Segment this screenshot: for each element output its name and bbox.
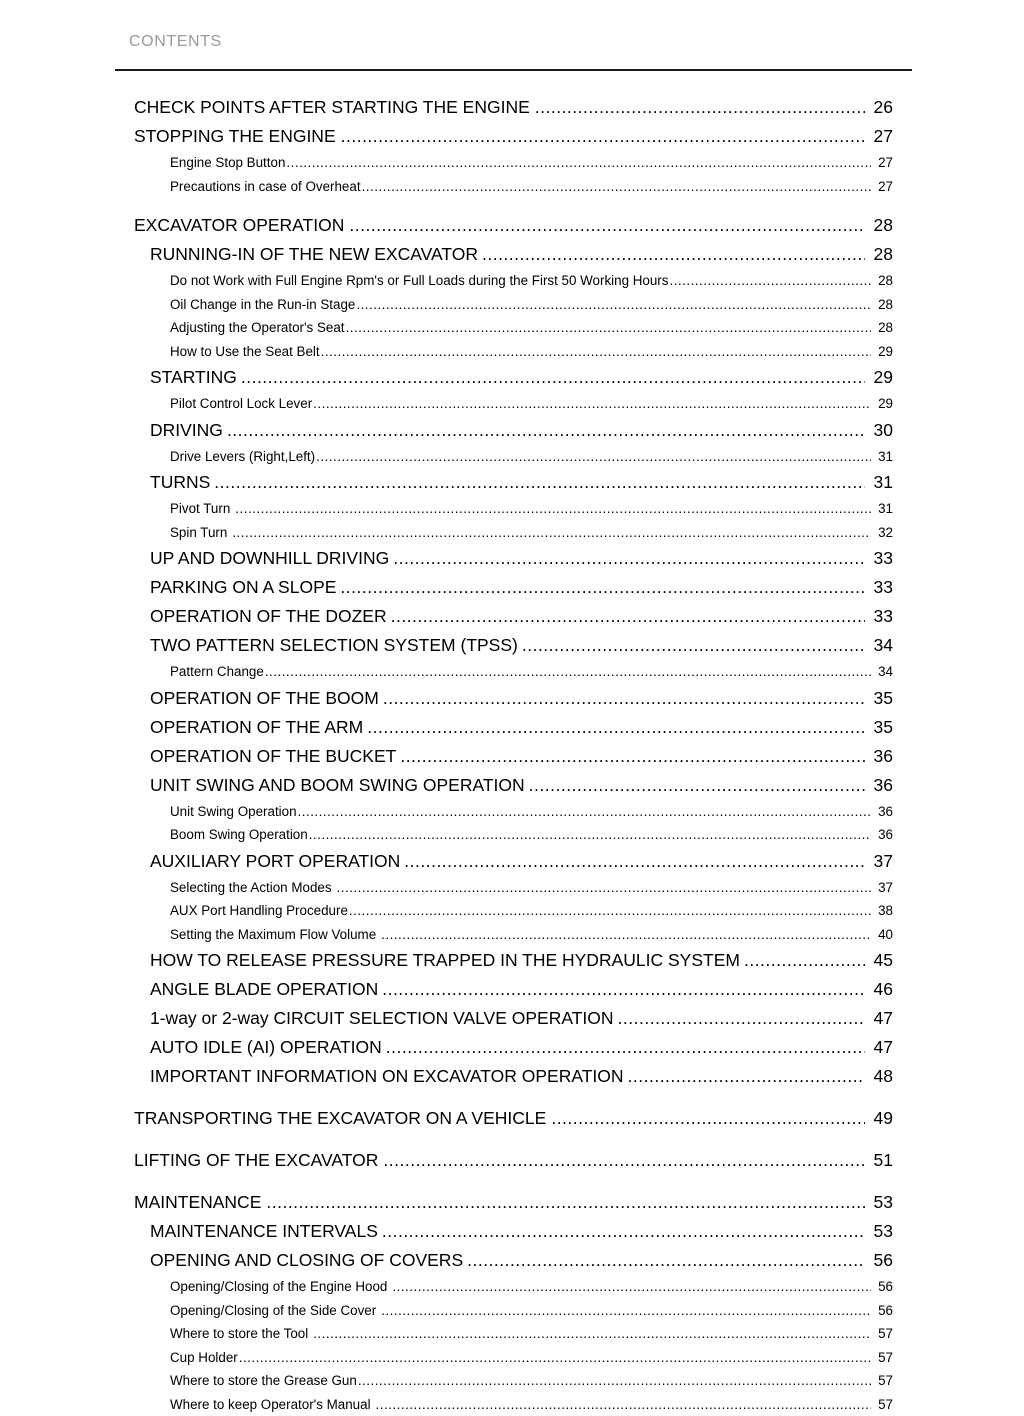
toc-entry-title: Boom Swing Operation [170, 823, 309, 847]
toc-entry-page-number: 36 [865, 771, 893, 800]
toc-entry-page-number: 38 [871, 899, 893, 923]
toc-leader-dots [341, 122, 865, 151]
toc-entry[interactable] [0, 1246, 1024, 1275]
toc-leader-dots [214, 468, 865, 497]
toc-entry[interactable] [0, 876, 1024, 900]
toc-leader-dots [522, 631, 865, 660]
toc-entry-title: STOPPING THE ENGINE [134, 122, 341, 151]
toc-entry-title: TWO PATTERN SELECTION SYSTEM (TPSS) [150, 631, 522, 660]
toc-leader-dots [266, 1188, 865, 1217]
toc-entry-title: EXCAVATOR OPERATION [134, 211, 349, 240]
toc-leader-dots [744, 946, 865, 975]
toc-entry[interactable] [0, 573, 1024, 602]
toc-entry-page-number: 57 [871, 1322, 893, 1346]
toc-entry-page-number: 30 [865, 416, 893, 445]
toc-entry[interactable] [0, 1146, 1024, 1175]
toc-entry-page-number: 48 [865, 1062, 893, 1091]
toc-entry-page-number: 36 [865, 742, 893, 771]
toc-entry[interactable] [0, 1062, 1024, 1091]
toc-leader-dots [349, 899, 871, 923]
toc-entry-title: UNIT SWING AND BOOM SWING OPERATION [150, 771, 529, 800]
toc-entry[interactable] [0, 1033, 1024, 1062]
toc-entry-page-number: 56 [871, 1299, 893, 1323]
toc-entry-title: Where to store the Tool [170, 1322, 313, 1346]
toc-leader-dots [383, 684, 865, 713]
toc-leader-dots [382, 1217, 865, 1246]
toc-leader-dots [239, 1346, 871, 1370]
toc-entry[interactable] [0, 771, 1024, 800]
toc-entry-page-number: 29 [865, 363, 893, 392]
toc-entry-page-number: 36 [871, 800, 893, 824]
toc-entry[interactable] [0, 1188, 1024, 1217]
toc-entry-page-number: 32 [871, 521, 893, 545]
toc-entry-title: How to Use the Seat Belt [170, 340, 321, 364]
toc-entry-page-number: 57 [871, 1346, 893, 1370]
toc-entry-page-number: 49 [865, 1104, 893, 1133]
toc-entry-page-number: 45 [865, 946, 893, 975]
toc-entry-title: OPERATION OF THE BOOM [150, 684, 383, 713]
toc-entry-page-number: 40 [871, 923, 893, 947]
toc-entry-title: AUX Port Handling Procedure [170, 899, 349, 923]
toc-entry[interactable] [0, 151, 1024, 175]
toc-entry[interactable] [0, 240, 1024, 269]
toc-leader-dots [376, 1393, 871, 1416]
toc-leader-dots [340, 573, 865, 602]
toc-entry[interactable] [0, 122, 1024, 151]
toc-entry-page-number: 28 [865, 211, 893, 240]
toc-entry[interactable] [0, 1004, 1024, 1033]
toc-entry[interactable] [0, 684, 1024, 713]
toc-entry-title: OPERATION OF THE ARM [150, 713, 367, 742]
toc-leader-dots [321, 340, 871, 364]
toc-leader-dots [298, 800, 871, 824]
toc-leader-dots [383, 1146, 865, 1175]
toc-entry-title: Where to store the Grease Gun [170, 1369, 358, 1393]
toc-entry[interactable] [0, 392, 1024, 416]
toc-entry[interactable] [0, 742, 1024, 771]
toc-entry[interactable] [0, 1104, 1024, 1133]
toc-entry[interactable] [0, 975, 1024, 1004]
toc-entry-title: Spin Turn [170, 521, 232, 545]
toc-entry-title: HOW TO RELEASE PRESSURE TRAPPED IN THE HYDRAULIC SYSTEM [150, 946, 744, 975]
toc-entry-page-number: 51 [865, 1146, 893, 1175]
toc-entry-title: Oil Change in the Run-in Stage [170, 293, 356, 317]
toc-entry[interactable] [0, 660, 1024, 684]
toc-entry-page-number: 28 [865, 240, 893, 269]
toc-entry-title: RUNNING-IN OF THE NEW EXCAVATOR [150, 240, 482, 269]
toc-entry-title: Precautions in case of Overheat [170, 175, 362, 199]
toc-leader-dots [316, 445, 871, 469]
toc-entry-page-number: 28 [871, 269, 893, 293]
toc-entry-page-number: 26 [865, 93, 893, 122]
toc-entry[interactable] [0, 293, 1024, 317]
toc-leader-dots [618, 1004, 865, 1033]
toc-entry-title: Unit Swing Operation [170, 800, 298, 824]
toc-leader-dots [391, 602, 865, 631]
toc-entry-page-number: 35 [865, 713, 893, 742]
toc-leader-dots [381, 923, 871, 947]
toc-entry-page-number: 27 [871, 175, 893, 199]
toc-leader-dots [535, 93, 865, 122]
toc-entry-title: Adjusting the Operator's Seat [170, 316, 346, 340]
toc-leader-dots [235, 497, 871, 521]
toc-leader-dots [669, 269, 871, 293]
toc-entry-page-number: 31 [871, 497, 893, 521]
toc-entry[interactable] [0, 363, 1024, 392]
toc-entry-title: PARKING ON A SLOPE [150, 573, 340, 602]
toc-entry[interactable] [0, 1369, 1024, 1393]
toc-entry[interactable] [0, 521, 1024, 545]
toc-entry-title: TURNS [150, 468, 214, 497]
toc-leader-dots [358, 1369, 871, 1393]
toc-entry[interactable] [0, 602, 1024, 631]
toc-entry-page-number: 46 [865, 975, 893, 1004]
toc-entry[interactable] [0, 1217, 1024, 1246]
toc-leader-dots [551, 1104, 865, 1133]
toc-entry-page-number: 37 [865, 847, 893, 876]
toc-entry[interactable] [0, 445, 1024, 469]
toc-leader-dots [356, 293, 871, 317]
toc-entry[interactable] [0, 497, 1024, 521]
toc-entry[interactable] [0, 93, 1024, 122]
toc-leader-dots [241, 363, 865, 392]
toc-entry-page-number: 57 [871, 1369, 893, 1393]
toc-entry-title: MAINTENANCE [134, 1188, 266, 1217]
toc-entry-page-number: 29 [871, 340, 893, 364]
toc-entry-title: Pattern Change [170, 660, 265, 684]
toc-entry-title: LIFTING OF THE EXCAVATOR [134, 1146, 383, 1175]
toc-entry-title: TRANSPORTING THE EXCAVATOR ON A VEHICLE [134, 1104, 551, 1133]
toc-entry-page-number: 47 [865, 1033, 893, 1062]
toc-entry[interactable] [0, 544, 1024, 573]
toc-leader-dots [313, 392, 871, 416]
toc-leader-dots [382, 975, 865, 1004]
toc-entry-page-number: 29 [871, 392, 893, 416]
toc-entry-title: OPENING AND CLOSING OF COVERS [150, 1246, 467, 1275]
toc-entry-page-number: 27 [871, 151, 893, 175]
toc-entry-title: IMPORTANT INFORMATION ON EXCAVATOR OPERATION [150, 1062, 628, 1091]
toc-entry-title: AUXILIARY PORT OPERATION [150, 847, 404, 876]
toc-leader-dots [482, 240, 865, 269]
toc-entry[interactable] [0, 316, 1024, 340]
toc-entry-title: Do not Work with Full Engine Rpm's or Full Loads during the First 50 Working Hours [170, 269, 669, 293]
toc-entry-title: AUTO IDLE (AI) OPERATION [150, 1033, 386, 1062]
toc-entry-page-number: 53 [865, 1188, 893, 1217]
toc-leader-dots [349, 211, 865, 240]
toc-entry[interactable] [0, 1346, 1024, 1370]
toc-entry-page-number: 56 [871, 1275, 893, 1299]
toc-leader-dots [392, 1275, 871, 1299]
toc-entry-page-number: 28 [871, 316, 893, 340]
toc-entry-page-number: 33 [865, 602, 893, 631]
toc-entry[interactable] [0, 847, 1024, 876]
toc-entry-page-number: 34 [865, 631, 893, 660]
toc-entry[interactable] [0, 1275, 1024, 1299]
toc-entry[interactable] [0, 800, 1024, 824]
toc-entry-page-number: 34 [871, 660, 893, 684]
toc-leader-dots [400, 742, 865, 771]
toc-entry-title: Cup Holder [170, 1346, 239, 1370]
toc-entry-title: ANGLE BLADE OPERATION [150, 975, 382, 1004]
toc-entry-title: UP AND DOWNHILL DRIVING [150, 544, 393, 573]
page-header-contents: CONTENTS [129, 33, 222, 51]
toc-entry-title: Engine Stop Button [170, 151, 286, 175]
toc-entry-title: OPERATION OF THE DOZER [150, 602, 391, 631]
toc-entry-title: MAINTENANCE INTERVALS [150, 1217, 382, 1246]
toc-leader-dots [628, 1062, 865, 1091]
header-divider [115, 69, 912, 71]
toc-entry-title: Selecting the Action Modes [170, 876, 337, 900]
toc-leader-dots [393, 544, 865, 573]
toc-entry-title: Setting the Maximum Flow Volume [170, 923, 381, 947]
toc-leader-dots [404, 847, 865, 876]
toc-entry-title: Pilot Control Lock Lever [170, 392, 313, 416]
toc-entry-page-number: 53 [865, 1217, 893, 1246]
toc-entry-title: Opening/Closing of the Side Cover [170, 1299, 381, 1323]
toc-entry[interactable] [0, 946, 1024, 975]
toc-leader-dots [265, 660, 871, 684]
toc-entry-page-number: 35 [865, 684, 893, 713]
toc-entry-title: Pivot Turn [170, 497, 235, 521]
toc-leader-dots [309, 823, 871, 847]
toc-entry-page-number: 31 [871, 445, 893, 469]
toc-entry[interactable] [0, 923, 1024, 947]
toc-entry[interactable] [0, 1299, 1024, 1323]
toc-entry[interactable] [0, 468, 1024, 497]
toc-leader-dots [467, 1246, 865, 1275]
toc-entry-page-number: 27 [865, 122, 893, 151]
toc-entry-page-number: 31 [865, 468, 893, 497]
toc-entry-title: Where to keep Operator's Manual [170, 1393, 376, 1416]
toc-entry-title: Drive Levers (Right,Left) [170, 445, 316, 469]
toc-entry-page-number: 56 [865, 1246, 893, 1275]
toc-entry-title: OPERATION OF THE BUCKET [150, 742, 400, 771]
toc-leader-dots [362, 175, 871, 199]
toc-entry[interactable] [0, 175, 1024, 199]
toc-entry[interactable] [0, 823, 1024, 847]
toc-entry-page-number: 28 [871, 293, 893, 317]
toc-entry-title: DRIVING [150, 416, 227, 445]
toc-leader-dots [381, 1299, 871, 1323]
toc-entry-page-number: 36 [871, 823, 893, 847]
toc-entry-title: STARTING [150, 363, 241, 392]
toc-leader-dots [286, 151, 871, 175]
toc-entry[interactable] [0, 899, 1024, 923]
toc-leader-dots [232, 521, 871, 545]
toc-leader-dots [337, 876, 871, 900]
toc-entry-title: 1-way or 2-way CIRCUIT SELECTION VALVE OPERATION [150, 1004, 618, 1033]
toc-entry-page-number: 57 [871, 1393, 893, 1416]
toc-entry[interactable] [0, 416, 1024, 445]
toc-entry-title: CHECK POINTS AFTER STARTING THE ENGINE [134, 93, 535, 122]
toc-entry-title: Opening/Closing of the Engine Hood [170, 1275, 392, 1299]
toc-entry[interactable] [0, 713, 1024, 742]
toc-entry-page-number: 33 [865, 573, 893, 602]
toc-entry[interactable] [0, 340, 1024, 364]
table-of-contents [0, 93, 1024, 1416]
toc-entry-page-number: 33 [865, 544, 893, 573]
toc-leader-dots [386, 1033, 865, 1062]
toc-leader-dots [346, 316, 871, 340]
toc-entry[interactable] [0, 211, 1024, 240]
toc-entry-page-number: 47 [865, 1004, 893, 1033]
toc-entry[interactable] [0, 269, 1024, 293]
toc-leader-dots [529, 771, 865, 800]
toc-entry[interactable] [0, 1393, 1024, 1416]
toc-leader-dots [227, 416, 865, 445]
toc-entry-page-number: 37 [871, 876, 893, 900]
toc-leader-dots [367, 713, 865, 742]
toc-entry[interactable] [0, 631, 1024, 660]
